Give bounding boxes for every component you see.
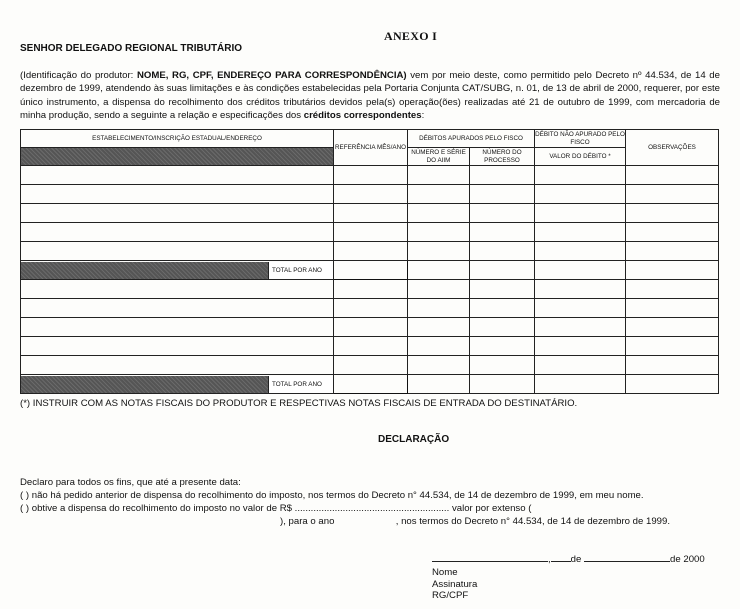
table-cell[interactable] bbox=[334, 337, 408, 356]
option-1-text: não há pedido anterior de dispensa do recolhimento do imposto, nos termos do Decreto n° 44.534, de 14 de dezembro de 1999, em meu nome. bbox=[31, 490, 644, 501]
shaded-block bbox=[21, 262, 268, 279]
checkbox-option-2[interactable]: ( ) bbox=[20, 503, 30, 514]
col-header-aiim: NÚMERO E SÉRIE DO AIIM bbox=[408, 148, 470, 166]
table-cell[interactable] bbox=[626, 356, 719, 375]
city-blank[interactable] bbox=[432, 561, 548, 562]
table-header-row-1 bbox=[21, 130, 719, 148]
declaration-line-3 bbox=[280, 516, 670, 527]
table-cell[interactable] bbox=[334, 242, 408, 261]
table-cell[interactable] bbox=[334, 375, 408, 394]
table-cell[interactable] bbox=[334, 223, 408, 242]
table-cell[interactable] bbox=[535, 185, 626, 204]
table-cell[interactable] bbox=[535, 204, 626, 223]
table-cell[interactable] bbox=[408, 356, 470, 375]
table-cell[interactable] bbox=[626, 166, 719, 185]
table-cell[interactable] bbox=[21, 166, 334, 185]
table-cell[interactable] bbox=[626, 185, 719, 204]
table-cell[interactable] bbox=[408, 280, 470, 299]
table-cell[interactable] bbox=[408, 375, 470, 394]
table-cell[interactable] bbox=[535, 318, 626, 337]
table-cell[interactable] bbox=[535, 242, 626, 261]
table-cell[interactable] bbox=[21, 242, 334, 261]
declaration-intro: Declaro para todos os fins, que até a presente data: bbox=[20, 477, 241, 488]
signature-label: Assinatura bbox=[432, 578, 478, 590]
table-cell[interactable] bbox=[334, 185, 408, 204]
table-cell[interactable] bbox=[470, 223, 535, 242]
intro-text-1: (Identificação do produtor: bbox=[20, 70, 137, 81]
table-cell[interactable] bbox=[408, 261, 470, 280]
table-cell[interactable] bbox=[626, 280, 719, 299]
col-header-observations: OBSERVAÇÕES bbox=[626, 130, 719, 166]
decree-text: , nos termos do Decreto n° 44.534, de 14 de dezembro de 1999. bbox=[395, 516, 670, 527]
date-line bbox=[432, 554, 705, 566]
footnote: (*) INSTRUIR COM AS NOTAS FISCAIS DO PRODUTOR E RESPECTIVAS NOTAS FISCAIS DE ENTRADA DO DESTINATÁRIO. bbox=[20, 398, 578, 409]
table-cell[interactable] bbox=[626, 242, 719, 261]
table-cell[interactable] bbox=[21, 185, 334, 204]
table-cell[interactable] bbox=[535, 280, 626, 299]
table-cell[interactable] bbox=[408, 337, 470, 356]
table-cell[interactable] bbox=[334, 204, 408, 223]
table-row bbox=[21, 166, 719, 185]
total-row-2 bbox=[21, 375, 719, 394]
month-blank[interactable] bbox=[584, 561, 670, 562]
table-cell[interactable] bbox=[470, 204, 535, 223]
day-blank[interactable] bbox=[551, 561, 571, 562]
intro-paragraph bbox=[20, 69, 720, 122]
table-cell[interactable] bbox=[626, 299, 719, 318]
document-title: ANEXO I bbox=[384, 29, 438, 43]
table-cell[interactable] bbox=[408, 299, 470, 318]
table-cell[interactable] bbox=[408, 185, 470, 204]
col-header-reference: REFERÊNCIA MÊS/ANO bbox=[334, 130, 408, 166]
shaded-cell bbox=[21, 148, 334, 166]
table-cell[interactable] bbox=[408, 204, 470, 223]
table-cell[interactable] bbox=[408, 166, 470, 185]
table-cell[interactable] bbox=[470, 166, 535, 185]
table-cell[interactable] bbox=[626, 223, 719, 242]
table-cell[interactable] bbox=[21, 299, 334, 318]
table-cell[interactable] bbox=[470, 242, 535, 261]
table-cell[interactable] bbox=[535, 166, 626, 185]
table-cell[interactable] bbox=[626, 318, 719, 337]
total-row-1 bbox=[21, 261, 719, 280]
declaration-title: DECLARAÇÃO bbox=[378, 434, 450, 445]
col-header-establishment: ESTABELECIMENTO/INSCRIÇÃO ESTADUAL/ENDEREÇO bbox=[21, 130, 334, 148]
total-label: TOTAL POR ANO bbox=[268, 376, 333, 393]
year-label: ), para o ano bbox=[280, 516, 335, 527]
signature-block bbox=[432, 567, 477, 602]
col-header-process: NÚMERO DO PROCESSO bbox=[470, 148, 535, 166]
table-cell[interactable] bbox=[626, 375, 719, 394]
addressee-heading: SENHOR DELEGADO REGIONAL TRIBUTÁRIO bbox=[20, 43, 243, 54]
table-cell[interactable] bbox=[626, 261, 719, 280]
table-row bbox=[21, 204, 719, 223]
col-header-debt-not-assessed: DÉBITO NÃO APURADO PELO FISCO bbox=[535, 130, 625, 146]
table-cell[interactable] bbox=[334, 299, 408, 318]
name-label: Nome bbox=[432, 567, 458, 578]
table-cell[interactable] bbox=[334, 261, 408, 280]
table-cell[interactable] bbox=[470, 299, 535, 318]
table-cell[interactable] bbox=[21, 318, 334, 337]
total-cell bbox=[21, 375, 334, 394]
table-cell[interactable] bbox=[21, 337, 334, 356]
table-cell[interactable] bbox=[535, 375, 626, 394]
date-comma: , bbox=[548, 554, 551, 565]
table-cell[interactable] bbox=[21, 356, 334, 375]
table-row bbox=[21, 356, 719, 375]
table-cell[interactable] bbox=[334, 166, 408, 185]
declaration-option-2 bbox=[20, 503, 531, 514]
total-label: TOTAL POR ANO bbox=[268, 262, 333, 279]
intro-text-2: vem por meio deste, como permitido pelo Decreto nº 44.534, de 14 de dezembro de 1999, atendendo às suas limitações e às condições estabelecidas pela Portaria Conjunta CAT/SUBG, n. 01, de 13 de abril de 2000, requerer, por este único instrumento, a dispensa do recolhimento dos créditos tributários devidos pela(s) operação(ões) realizadas até 21 de outubro de 1999, com mercadoria de minha produção, sendo a seguinte a relação e especificações dos bbox=[20, 70, 720, 121]
table-cell[interactable] bbox=[470, 185, 535, 204]
credits-table bbox=[20, 129, 719, 394]
table-cell[interactable] bbox=[334, 356, 408, 375]
total-cell bbox=[21, 261, 334, 280]
table-cell[interactable] bbox=[334, 318, 408, 337]
table-cell[interactable] bbox=[470, 375, 535, 394]
intro-text-3: : bbox=[421, 109, 425, 121]
table-cell[interactable] bbox=[470, 318, 535, 337]
table-cell[interactable] bbox=[535, 223, 626, 242]
intro-bold-1: NOME, RG, CPF, ENDEREÇO PARA CORRESPONDÊNCIA) bbox=[136, 70, 407, 81]
table-row bbox=[21, 223, 719, 242]
table-cell[interactable] bbox=[21, 204, 334, 223]
date-de-2: de 2000 bbox=[670, 554, 705, 565]
table-cell[interactable] bbox=[470, 337, 535, 356]
table-cell[interactable] bbox=[408, 223, 470, 242]
table-cell[interactable] bbox=[535, 299, 626, 318]
table-cell[interactable] bbox=[21, 223, 334, 242]
col-header-debt-value: VALOR DO DÉBITO * bbox=[535, 148, 626, 166]
table-cell[interactable] bbox=[408, 318, 470, 337]
amount-dots[interactable]: .......................................................... bbox=[294, 503, 450, 514]
table-cell[interactable] bbox=[535, 337, 626, 356]
rg-cpf-label: RG/CPF bbox=[432, 590, 469, 601]
table-cell[interactable] bbox=[535, 356, 626, 375]
table-row bbox=[21, 185, 719, 204]
table-row bbox=[21, 337, 719, 356]
table-cell[interactable] bbox=[470, 280, 535, 299]
table-cell[interactable] bbox=[470, 356, 535, 375]
option-2-text: obtive a dispensa do recolhimento do imposto no valor de R$ bbox=[31, 503, 292, 514]
declaration-option-1 bbox=[20, 490, 644, 501]
table-row bbox=[21, 318, 719, 337]
checkbox-option-1[interactable]: ( ) bbox=[20, 490, 30, 501]
shaded-block bbox=[21, 376, 268, 393]
amount-in-words-label: valor por extenso ( bbox=[451, 503, 532, 514]
table-cell[interactable] bbox=[470, 261, 535, 280]
table-row bbox=[21, 299, 719, 318]
table-cell[interactable] bbox=[535, 261, 626, 280]
table-row bbox=[21, 280, 719, 299]
table-cell[interactable] bbox=[626, 204, 719, 223]
table-cell[interactable] bbox=[21, 280, 334, 299]
table-cell[interactable] bbox=[408, 242, 470, 261]
table-row bbox=[21, 242, 719, 261]
col-header-debts-fisco: DÉBITOS APURADOS PELO FISCO bbox=[408, 130, 535, 148]
date-de-1: de bbox=[570, 554, 582, 565]
table-cell[interactable] bbox=[334, 280, 408, 299]
table-cell[interactable] bbox=[626, 337, 719, 356]
intro-bold-2: créditos correspondentes bbox=[303, 109, 422, 121]
